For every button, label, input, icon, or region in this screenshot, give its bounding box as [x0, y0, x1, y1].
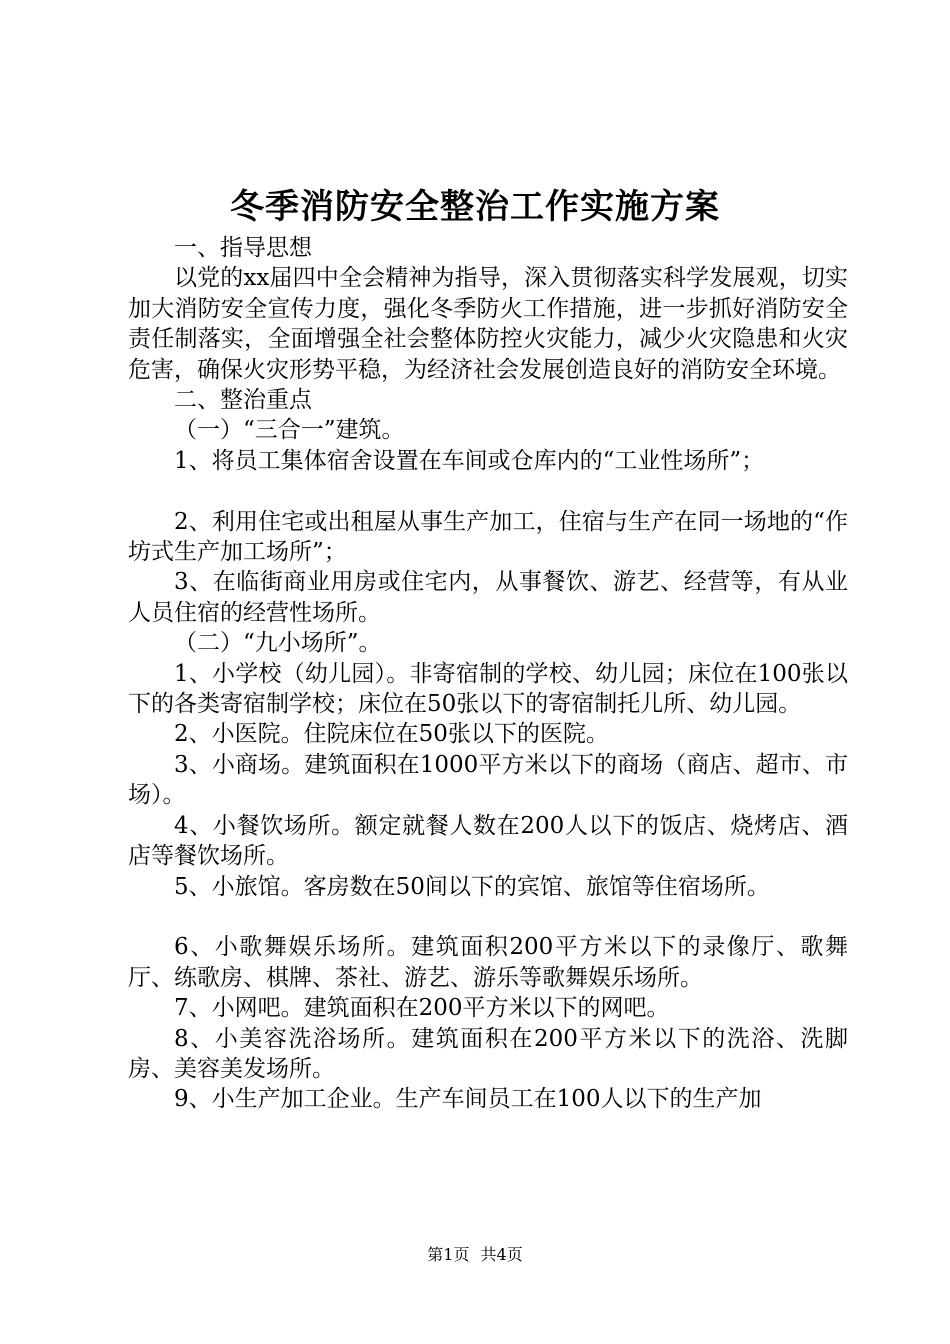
list-item: 7、小网吧。建筑面积在200平方米以下的网吧。: [174, 995, 670, 1022]
page-number-total: 共4页: [480, 1245, 523, 1264]
list-item: 3、在临街商业用房或住宅内，从事餐饮、游艺、经营等，有从业人员住宿的经营性场所。: [128, 569, 848, 626]
list-item: 5、小旅馆。客房数在50间以下的宾馆、旅馆等住宿场所。: [174, 873, 770, 900]
paragraph-guiding-thought: 以党的xx届四中全会精神为指导，深入贯彻落实科学发展观，切实加大消防安全宣传力度，强化冬季防火工作措施，进一步抓好消防安全责任制落实，全面增强全社会整体防控火灾能力，减少火灾隐患和火灾危害，确保火灾形势平稳，为经济社会发展创造良好的消防安全环境。: [128, 265, 848, 383]
spacer: [128, 476, 848, 506]
heading-guiding-thought: 一、指导思想: [174, 235, 312, 261]
list-item: 1、将员工集体宿舍设置在车间或仓库内的“工业性场所”；: [174, 447, 765, 474]
list-item: 4、小餐饮场所。额定就餐人数在200人以下的饭店、烧烤店、酒店等餐饮场所。: [128, 812, 848, 870]
page-footer: [0, 1244, 950, 1266]
list-item: 2、小医院。住院床位在50张以下的医院。: [174, 721, 609, 748]
heading-key-points: 二、整治重点: [174, 387, 312, 414]
subheading-nine-small-places: （二）“九小场所”。: [174, 630, 382, 657]
list-item: 1、小学校（幼儿园）。非寄宿制的学校、幼儿园；床位在100张以下的各类寄宿制学校；床位在50张以下的寄宿制托儿所、幼儿园。: [128, 660, 848, 718]
spacer: [128, 902, 848, 932]
document-title: 冬季消防安全整治工作实施方案: [230, 187, 720, 227]
list-item: 3、小商场。建筑面积在1000平方米以下的商场（商店、超市、市场）。: [128, 751, 848, 809]
page-number-current: 第1页: [427, 1245, 470, 1264]
list-item: 2、利用住宅或出租屋从事生产加工，住宿与生产在同一场地的“作坊式生产加工场所”；: [128, 508, 848, 566]
document-body: [128, 233, 848, 1115]
list-item: 6、小歌舞娱乐场所。建筑面积200平方米以下的录像厅、歌舞厅、练歌房、棋牌、茶社、游艺、游乐等歌舞娱乐场所。: [128, 934, 848, 991]
list-item: 9、小生产加工企业。生产车间员工在100人以下的生产加: [174, 1086, 762, 1113]
list-item: 8、小美容洗浴场所。建筑面积在200平方米以下的洗浴、洗脚房、美容美发场所。: [128, 1025, 848, 1082]
subheading-three-in-one: （一）“三合一”建筑。: [174, 417, 405, 444]
